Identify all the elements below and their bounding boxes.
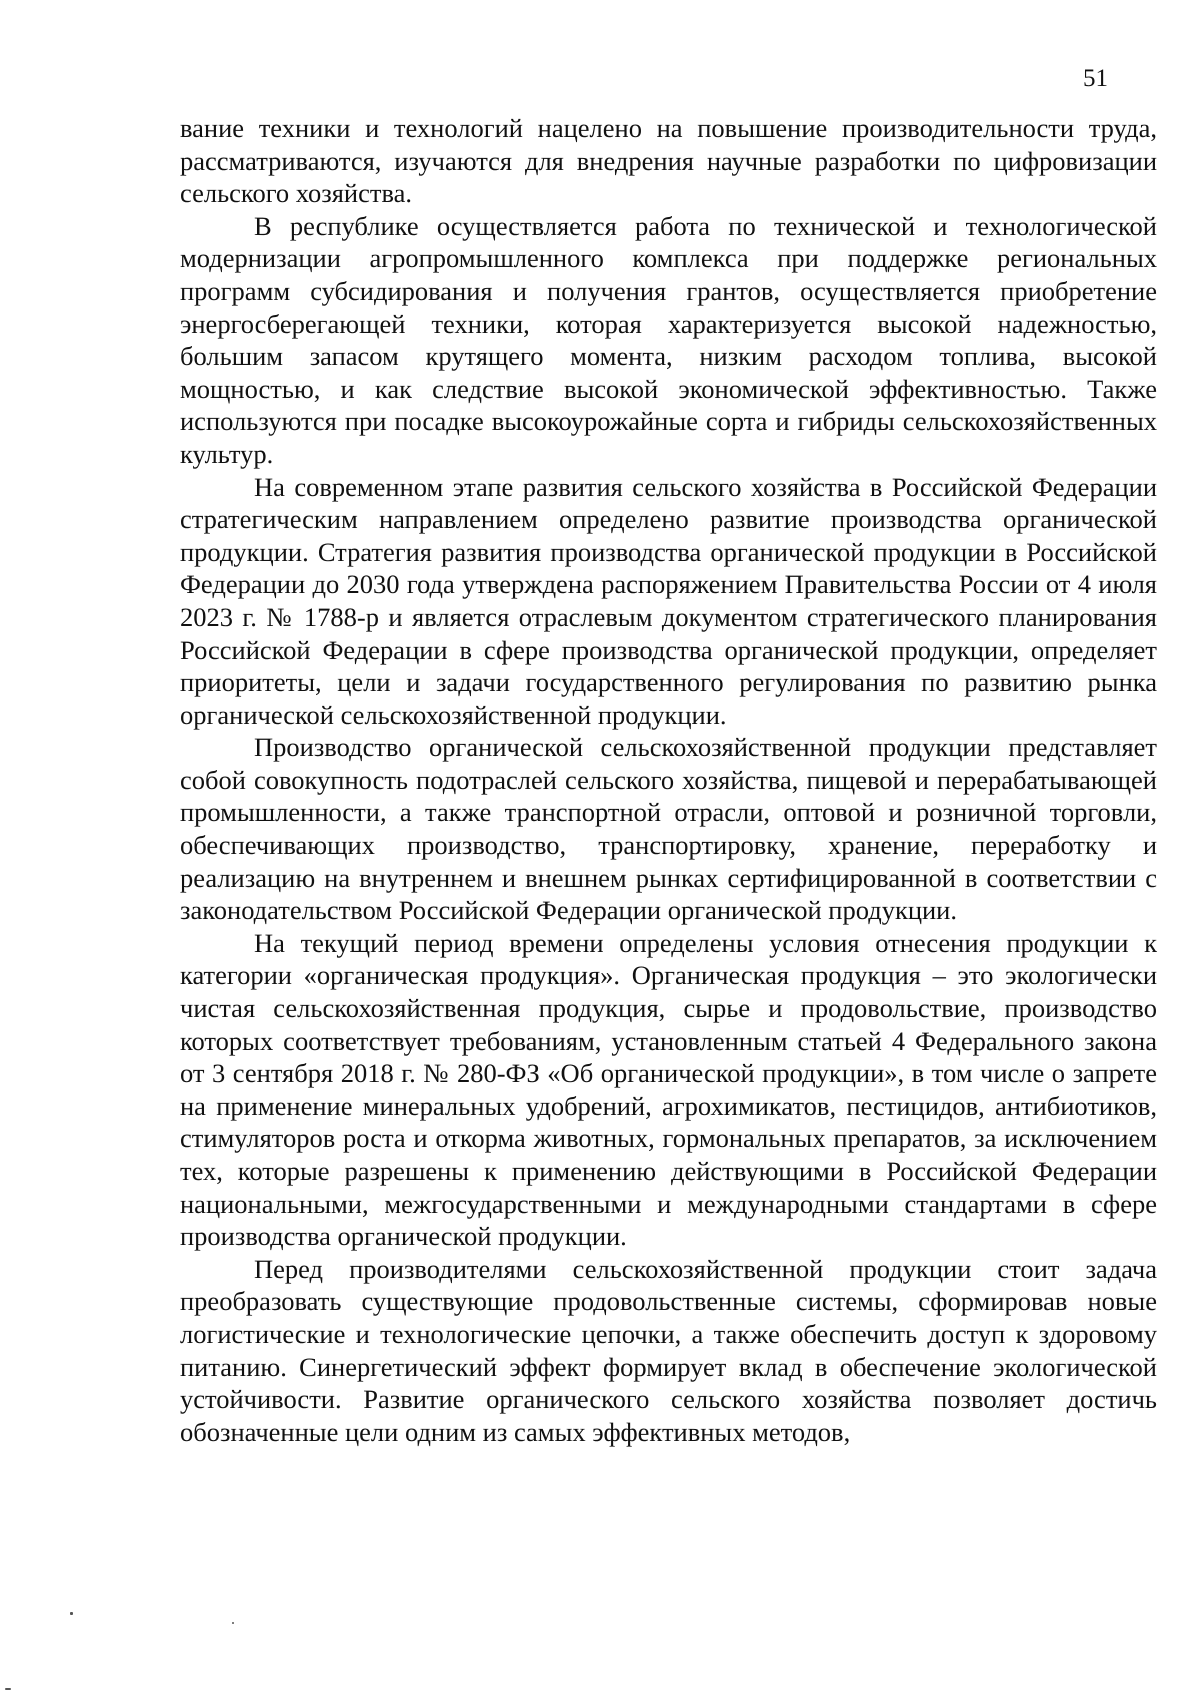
- paragraph-organic-production: Производство органической сельскохозяйственной продукции представляет собой совокупность подотраслей сельского хозяйства, пищевой и перерабатывающей промышленности, а также транспортной отрасли, оптовой и розничной торговли, обеспечивающих производство, транспортировку, хранение, переработку и реализацию на внутреннем и внешнем рынках сертифицированной в соответствии с законодательством Российской Федерации органической продукции.: [180, 732, 1157, 926]
- paragraph-organic-definition: На текущий период времени определены условия отнесения продукции к категории «органическая продукция». Органическая продукция – это экологически чистая сельскохозяйственная продукция, сырье и продовольствие, производство которых соответствует требованиям, установленным статьей 4 Федерального закона от 3 сентября 2018 г. № 280-ФЗ «Об органической продукции», в том числе о запрете на применение минеральных удобрений, агрохимикатов, пестицидов, антибиотиков, стимуляторов роста и откорма животных, гормональных препаратов, за исключением тех, которые разрешены к применению действующими в Российской Федерации национальными, межгосударственными и международными стандартами в сфере производства органической продукции.: [180, 927, 1157, 1252]
- scan-speck: [5, 1688, 11, 1690]
- scan-speck: [232, 1622, 234, 1624]
- scan-speck: [70, 1612, 73, 1615]
- page-number: 51: [1083, 65, 1108, 92]
- paragraph-modernization: В республике осуществляется работа по технической и технологической модернизации агропромышленного комплекса при поддержке региональных программ субсидирования и получения грантов, осуществляется приобретение энергосберегающей техники, которая характеризуется высокой надежностью, большим запасом крутящего момента, низким расходом топлива, высокой мощностью, и как следствие высокой экономической эффективностью. Также используются при посадке высокоурожайные сорта и гибриды сельскохозяйственных культур.: [180, 210, 1157, 469]
- paragraph-producers-task: Перед производителями сельскохозяйственной продукции стоит задача преобразовать существующие продовольственные системы, сформировав новые логистические и технологические цепочки, а также обеспечить доступ к здоровому питанию. Синергетический эффект формирует вклад в обеспечение экологической устойчивости. Развитие органического сельского хозяйства позволяет достичь обозначенные цели одним из самых эффективных методов,: [180, 1253, 1157, 1447]
- page-body: [180, 112, 1157, 1448]
- paragraph-organic-strategy: На современном этапе развития сельского хозяйства в Российской Федерации стратегическим направлением определено развитие производства органической продукции. Стратегия развития производства органической продукции в Российской Федерации до 2030 года утверждена распоряжением Правительства России от 4 июля 2023 г. № 1788-р и является отраслевым документом стратегического планирования Российской Федерации в сфере производства органической продукции, определяет приоритеты, цели и задачи государственного регулирования по развитию рынка органической сельскохозяйственной продукции.: [180, 471, 1157, 730]
- paragraph-continuation: вание техники и технологий нацелено на повышение производительности труда, рассматриваются, изучаются для внедрения научные разработки по цифровизации сельского хозяйства.: [180, 113, 1157, 209]
